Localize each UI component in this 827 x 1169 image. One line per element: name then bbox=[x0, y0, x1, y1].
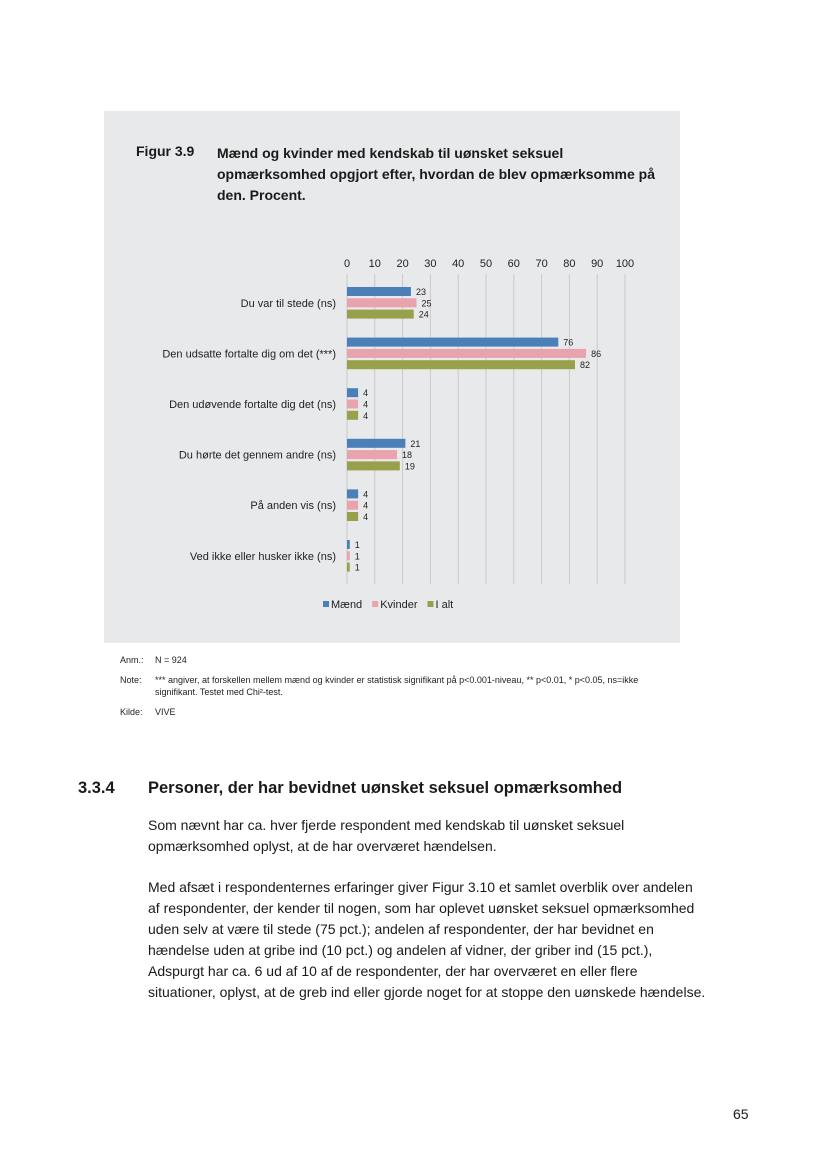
bar-mænd bbox=[347, 439, 405, 448]
category-label: Du var til stede (ns) bbox=[240, 297, 336, 310]
note-note-value: *** angiver, at forskellen mellem mænd og kvinder er statistisk signifikant på p<0.001-niveau, ** p<0.01, * p<0.05, ns=ikke signifikant. Testet med Chi²-test. bbox=[155, 675, 639, 697]
category-label: Du hørte det gennem andre (ns) bbox=[178, 449, 336, 462]
data-label: 76 bbox=[563, 337, 574, 348]
note-anm-value: N = 924 bbox=[155, 655, 187, 665]
data-label: 23 bbox=[415, 287, 426, 297]
legend-swatch bbox=[372, 601, 378, 607]
bar-i-alt bbox=[347, 360, 575, 369]
bar-chart bbox=[104, 111, 680, 643]
bar-mænd bbox=[347, 489, 358, 498]
data-label: 4 bbox=[363, 512, 369, 522]
note-kilde-value: VIVE bbox=[155, 707, 176, 717]
section-title: Personer, der har bevidnet uønsket seksuel opmærksomhed bbox=[148, 779, 623, 797]
figure-title: Mænd og kvinder med kendskab til uønsket seksuel opmærksomhed opgjort efter, hvordan de blev opmærksomme på den. Procent. bbox=[217, 145, 655, 203]
x-tick-label: 50 bbox=[479, 258, 493, 270]
note-anm bbox=[120, 654, 680, 666]
legend-label: Mænd bbox=[331, 599, 363, 611]
bar-kvinder bbox=[347, 349, 586, 358]
data-label: 1 bbox=[354, 562, 360, 573]
x-tick-label: 70 bbox=[535, 258, 548, 270]
category-label: Den udøvende fortalte dig det (ns) bbox=[169, 399, 336, 411]
bar-kvinder bbox=[347, 400, 358, 409]
data-label: 19 bbox=[404, 461, 415, 472]
bar-i-alt bbox=[347, 512, 358, 521]
data-label: 4 bbox=[363, 410, 369, 421]
bar-mænd bbox=[347, 540, 350, 549]
category-label: På anden vis (ns) bbox=[250, 500, 336, 513]
bar-i-alt bbox=[347, 411, 358, 420]
data-label: 1 bbox=[354, 551, 360, 562]
page-number: 65 bbox=[733, 1106, 749, 1122]
x-tick-label: 30 bbox=[424, 258, 437, 270]
data-label: 4 bbox=[363, 500, 369, 511]
data-label: 4 bbox=[363, 489, 369, 500]
data-label: 1 bbox=[354, 540, 360, 550]
bar-i-alt bbox=[347, 310, 414, 319]
data-label: 21 bbox=[410, 438, 421, 449]
section-number: 3.3.4 bbox=[78, 779, 115, 797]
note-kilde-key: Kilde: bbox=[120, 707, 143, 717]
bar-mænd bbox=[347, 287, 411, 296]
paragraph-1: Som nævnt har ca. hver fjerde respondent med kendskab til uønsket seksuel opmærksomhed oplyst, at de har overværet hændelsen. bbox=[148, 817, 625, 854]
x-tick-label: 0 bbox=[343, 258, 351, 270]
legend-label: Kvinder bbox=[380, 599, 418, 611]
x-tick-label: 10 bbox=[368, 258, 381, 270]
x-tick-label: 20 bbox=[396, 258, 409, 270]
figure-notes bbox=[120, 654, 680, 726]
data-label: 4 bbox=[363, 399, 369, 410]
data-label: 82 bbox=[579, 360, 590, 371]
category-label: Ved ikke eller husker ikke (ns) bbox=[189, 550, 336, 563]
bar-i-alt bbox=[347, 461, 400, 470]
bar-kvinder bbox=[347, 501, 358, 510]
paragraph-2: Med afsæt i respondenternes erfaringer giver Figur 3.10 et samlet overblik over andelen af respondenter, der kender til nogen, som har oplevet uønsket seksuel opmærksomhed uden selv at være til stede (75 pct.); andelen af respondenter, der har bevidnet en hændelse uden at gribe ind (10 pct.) og andelen af vidner, der griber ind (15 pct.), Adspurgt har ca. 6 ud af 10 af de respondenter, der har overværet en eller flere situationer, oplyst, at de greb ind eller gjorde noget for at stoppe den uønskede hændelse. bbox=[148, 879, 706, 1000]
bar-mænd bbox=[347, 338, 558, 347]
data-label: 4 bbox=[363, 388, 369, 399]
bar-kvinder bbox=[347, 551, 350, 560]
note-anm-key: Anm.: bbox=[120, 655, 144, 665]
note-note bbox=[120, 674, 680, 698]
bar-kvinder bbox=[347, 298, 417, 307]
legend-swatch bbox=[323, 601, 329, 607]
data-label: 18 bbox=[402, 450, 413, 461]
bar-kvinder bbox=[347, 450, 397, 459]
data-label: 86 bbox=[591, 348, 602, 359]
x-tick-label: 100 bbox=[615, 258, 635, 270]
x-tick-label: 60 bbox=[507, 258, 520, 270]
bar-i-alt bbox=[347, 563, 350, 572]
x-tick-label: 80 bbox=[563, 258, 576, 270]
figure-label: Figur 3.9 bbox=[136, 143, 195, 159]
legend-swatch bbox=[427, 601, 433, 607]
x-tick-label: 90 bbox=[591, 258, 604, 270]
note-note-key: Note: bbox=[120, 675, 142, 685]
data-label: 24 bbox=[418, 309, 429, 320]
legend-label: I alt bbox=[435, 599, 454, 611]
category-label: Den udsatte fortalte dig om det (***) bbox=[162, 348, 336, 361]
note-kilde bbox=[120, 706, 680, 718]
x-tick-label: 40 bbox=[452, 258, 465, 270]
data-label: 25 bbox=[421, 298, 432, 309]
bar-mænd bbox=[347, 388, 358, 397]
